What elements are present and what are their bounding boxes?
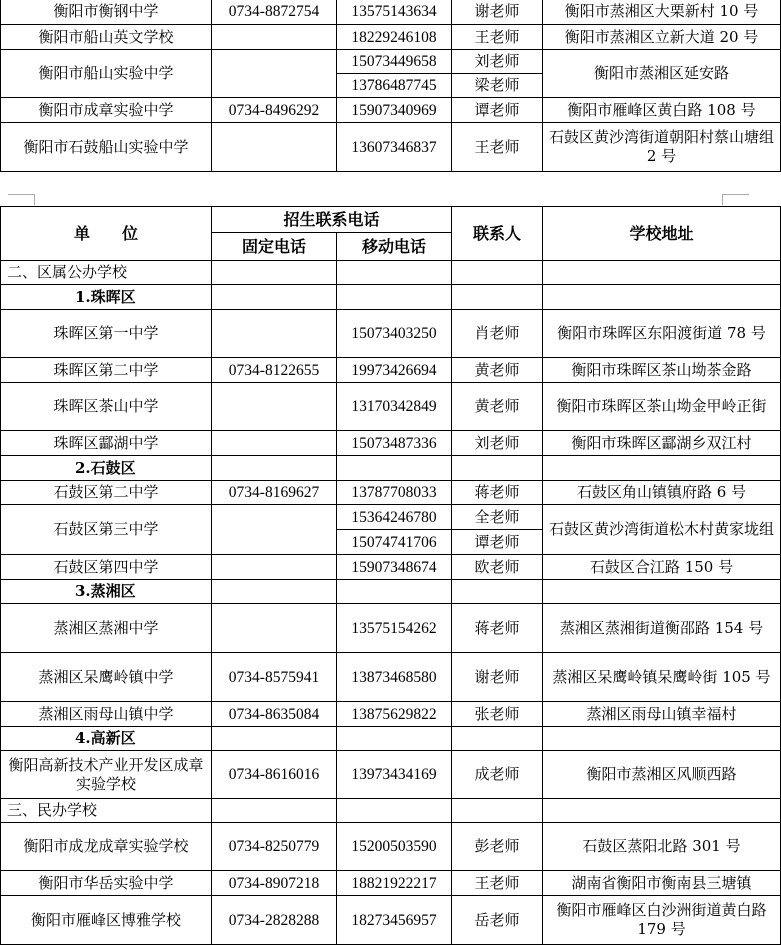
mobile-phone-cell: 15907340969 [337,98,452,123]
contact-cell: 蒋老师 [452,604,543,653]
contact-cell: 蒋老师 [452,481,543,505]
header-fixed-phone: 固定电话 [212,233,337,261]
address-cell: 蒸湘区蒸湘街道衡邵路 154 号 [543,604,781,653]
table-row [1,555,781,580]
table-row [1,123,781,172]
address-cell: 蒸湘区呆鹰岭镇呆鹰岭街 105 号 [543,653,781,702]
table-row [1,383,781,431]
table-row [1,310,781,358]
fixed-phone-cell: 0734-8872754 [212,0,337,25]
address-cell: 衡阳市蒸湘区延安路 [543,50,781,98]
district-heading: 2.石鼓区 [1,456,212,481]
mobile-phone-cell: 13786487745 [337,74,452,98]
fixed-phone-cell [212,604,337,653]
contact-cell: 彭老师 [452,823,543,871]
contact-cell: 王老师 [452,25,543,50]
mobile-phone-cell: 13973434169 [337,751,452,799]
mobile-phone-cell: 13575143634 [337,0,452,25]
fixed-phone-cell [212,25,337,50]
district-heading: 3.蒸湘区 [1,580,212,604]
fixed-phone-cell: 0734-8496292 [212,98,337,123]
contact-cell: 刘老师 [452,431,543,456]
unit-cell: 石鼓区第二中学 [1,481,212,505]
table-row [1,896,781,945]
address-cell: 衡阳市珠晖区茶山坳茶金路 [543,358,781,383]
unit-cell: 衡阳高新技术产业开发区成章实验学校 [1,751,212,799]
contact-cell: 成老师 [452,751,543,799]
address-cell: 石鼓区黄沙湾街道朝阳村蔡山塘组 2 号 [543,123,781,172]
mobile-phone-cell: 15200503590 [337,823,452,871]
table-row [1,653,781,702]
fixed-phone-cell: 0734-8635084 [212,702,337,727]
table-row [1,505,781,530]
fixed-phone-cell [212,310,337,358]
unit-cell: 衡阳市衡钢中学 [1,0,212,25]
header-row [1,207,781,233]
table-row [1,702,781,727]
unit-cell: 珠晖区茶山中学 [1,383,212,431]
contact-cell: 谢老师 [452,0,543,25]
address-cell: 石鼓区蒸阳北路 301 号 [543,823,781,871]
address-cell: 湖南省衡阳市衡南县三塘镇 [543,871,781,896]
header-contact: 联系人 [452,207,543,261]
unit-cell: 珠晖区第一中学 [1,310,212,358]
address-cell: 衡阳市珠晖区东阳渡街道 78 号 [543,310,781,358]
mobile-phone-cell: 13873468580 [337,653,452,702]
table-row [1,481,781,505]
contact-cell: 黄老师 [452,383,543,431]
mobile-phone-cell: 13170342849 [337,383,452,431]
section-heading: 二、区属公办学校 [1,261,212,285]
mobile-phone-cell: 18229246108 [337,25,452,50]
contact-cell: 肖老师 [452,310,543,358]
address-cell: 衡阳市珠晖区酃湖乡双江村 [543,431,781,456]
fixed-phone-cell [212,505,337,555]
fixed-phone-cell: 0734-8250779 [212,823,337,871]
fixed-phone-cell [212,383,337,431]
address-cell: 衡阳市蒸湘区大栗新村 10 号 [543,0,781,25]
fixed-phone-cell: 0734-8907218 [212,871,337,896]
school-table-continued [0,0,781,172]
contact-cell: 刘老师 [452,50,543,74]
table-row [1,751,781,799]
fixed-phone-cell: 0734-8575941 [212,653,337,702]
contact-cell: 梁老师 [452,74,543,98]
contact-cell: 黄老师 [452,358,543,383]
mobile-phone-cell: 15907348674 [337,555,452,580]
unit-cell: 衡阳市雁峰区博雅学校 [1,896,212,945]
district-heading: 1.珠晖区 [1,285,212,310]
header-mobile-phone: 移动电话 [337,233,452,261]
table-row [1,98,781,123]
unit-cell: 衡阳市船山实验中学 [1,50,212,98]
address-cell: 石鼓区黄沙湾街道松木村黄家垅组 [543,505,781,555]
address-cell: 石鼓区合江路 150 号 [543,555,781,580]
contact-cell: 全老师 [452,505,543,530]
header-phone-group: 招生联系电话 [212,207,452,233]
mobile-phone-cell: 15364246780 [337,505,452,530]
mobile-phone-cell: 13875629822 [337,702,452,727]
mobile-phone-cell: 15074741706 [337,530,452,555]
contact-cell: 谭老师 [452,530,543,555]
school-table [0,206,781,945]
page-corner-mark [722,194,749,205]
section-row [1,799,781,823]
page-corner-mark [8,194,35,205]
fixed-phone-cell: 0734-2828288 [212,896,337,945]
mobile-phone-cell: 13575154262 [337,604,452,653]
fixed-phone-cell: 0734-8122655 [212,358,337,383]
mobile-phone-cell: 15073449658 [337,50,452,74]
unit-cell: 衡阳市船山英文学校 [1,25,212,50]
fixed-phone-cell [212,50,337,98]
mobile-phone-cell: 15073487336 [337,431,452,456]
unit-cell: 衡阳市成龙成章实验学校 [1,823,212,871]
district-row [1,285,781,310]
mobile-phone-cell: 18821922217 [337,871,452,896]
address-cell: 衡阳市雁峰区白沙洲街道黄白路 179 号 [543,896,781,945]
address-cell: 石鼓区角山镇镇府路 6 号 [543,481,781,505]
address-cell: 蒸湘区雨母山镇幸福村 [543,702,781,727]
unit-cell: 衡阳市成章实验中学 [1,98,212,123]
fixed-phone-cell [212,555,337,580]
table-row [1,50,781,74]
district-row [1,580,781,604]
table-row [1,431,781,456]
contact-cell: 王老师 [452,123,543,172]
address-cell: 衡阳市蒸湘区立新大道 20 号 [543,25,781,50]
fixed-phone-cell [212,431,337,456]
address-cell: 衡阳市珠晖区茶山坳金甲岭正街 [543,383,781,431]
section-row [1,261,781,285]
unit-cell: 珠晖区酃湖中学 [1,431,212,456]
contact-cell: 谢老师 [452,653,543,702]
header-address: 学校地址 [543,207,781,261]
unit-cell: 石鼓区第四中学 [1,555,212,580]
unit-cell: 石鼓区第三中学 [1,505,212,555]
contact-cell: 谭老师 [452,98,543,123]
contact-cell: 王老师 [452,871,543,896]
unit-cell: 蒸湘区蒸湘中学 [1,604,212,653]
header-unit: 单 位 [1,207,212,261]
unit-cell: 珠晖区第二中学 [1,358,212,383]
mobile-phone-cell: 15073403250 [337,310,452,358]
unit-cell: 蒸湘区呆鹰岭镇中学 [1,653,212,702]
table-row [1,0,781,25]
table-row [1,823,781,871]
district-row [1,727,781,751]
mobile-phone-cell: 18273456957 [337,896,452,945]
fixed-phone-cell: 0734-8169627 [212,481,337,505]
mobile-phone-cell: 13787708033 [337,481,452,505]
district-heading: 4.高新区 [1,727,212,751]
address-cell: 衡阳市雁峰区黄白路 108 号 [543,98,781,123]
table-row [1,358,781,383]
fixed-phone-cell: 0734-8616016 [212,751,337,799]
contact-cell: 张老师 [452,702,543,727]
table-row [1,871,781,896]
contact-cell: 岳老师 [452,896,543,945]
district-row [1,456,781,481]
mobile-phone-cell: 19973426694 [337,358,452,383]
unit-cell: 蒸湘区雨母山镇中学 [1,702,212,727]
contact-cell: 欧老师 [452,555,543,580]
table-row [1,604,781,653]
address-cell: 衡阳市蒸湘区风顺西路 [543,751,781,799]
unit-cell: 衡阳市华岳实验中学 [1,871,212,896]
table-row [1,25,781,50]
mobile-phone-cell: 13607346837 [337,123,452,172]
fixed-phone-cell [212,123,337,172]
unit-cell: 衡阳市石鼓船山实验中学 [1,123,212,172]
section-heading: 三、民办学校 [1,799,212,823]
